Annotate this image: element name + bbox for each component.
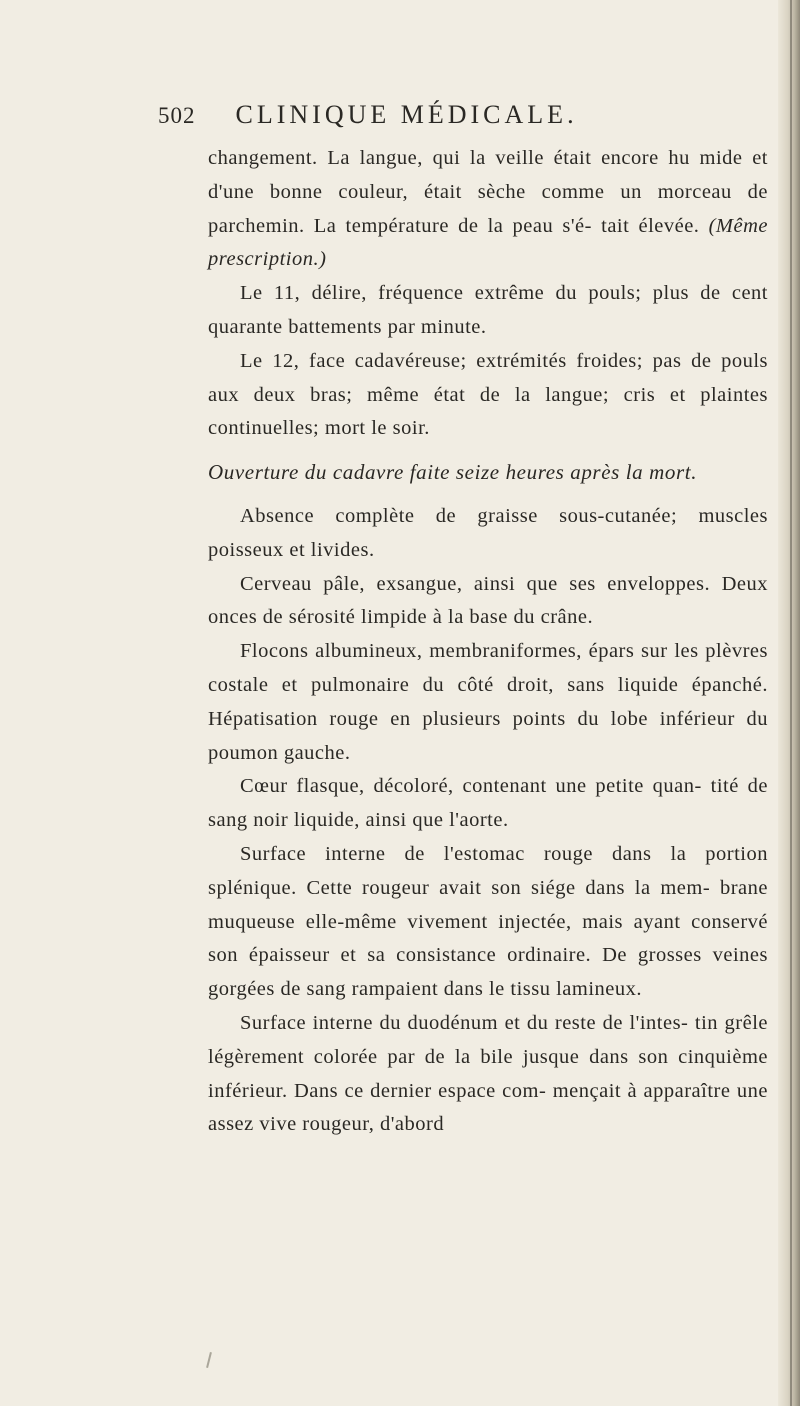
page-text (158, 100, 768, 1142)
running-head (158, 100, 768, 142)
paragraph-4: Absence complète de graisse sous-cutanée; muscles poisseux et livides. (208, 504, 768, 561)
paragraph-1-text: changement. La langue, qui la veille était encore hu mide et d'une bonne couleur, était sèche comme un morceau de parchemin. La température de la peau s'é- tait élevée. (208, 147, 768, 237)
section-heading: Ouverture du cadavre faite seize heures après la mort. (208, 460, 698, 485)
running-title: CLINIQUE MÉDICALE. (235, 100, 578, 129)
stray-ink-mark (206, 1352, 212, 1368)
page-number: 502 (158, 103, 196, 128)
paragraph-2: Le 11, délire, fréquence extrême du pouls; plus de cent quarante battements par minute. (208, 282, 768, 338)
paragraph-6: Flocons albumineux, membraniformes, épars sur les plèvres costale et pulmonaire du côté droit, sans liquide épanché. Hépatisation rouge en plusieurs points du lobe inférieur du poumon gauche. (208, 640, 768, 764)
paragraph-1 (208, 142, 768, 277)
paragraph-7: Cœur flasque, décoloré, contenant une petite quan- tité de sang noir liquide, ainsi que l'aorte. (208, 775, 768, 832)
paragraph-3: Le 12, face cadavéreuse; extrémités froides; pas de pouls aux deux bras; même état de la langue; cris et plaintes continuelles; mort le soir. (208, 349, 768, 440)
page-edge-shadow (778, 0, 800, 1406)
paragraph-5: Cerveau pâle, exsangue, ainsi que ses enveloppes. Deux onces de sérosité limpide à la base du crâne. (208, 572, 768, 629)
paragraph-8: Surface interne de l'estomac rouge dans la portion splénique. Cette rougeur avait son siége dans la mem- brane muqueuse elle-même vivement injectée, mais ayant conservé son épaisseur et sa consistance ordinaire. De grosses veines gorgées de sang rampaient dans le tissu lamineux. (208, 842, 768, 1001)
prescription-note: (Même prescription.) (208, 214, 768, 271)
paragraph-9: Surface interne du duodénum et du reste de l'intes- tin grêle légèrement colorée par de la bile jusque dans son cinquième inférieur. Dans ce dernier espace com- mençait à apparaître une assez vive rougeur, d'abord (208, 1011, 768, 1136)
